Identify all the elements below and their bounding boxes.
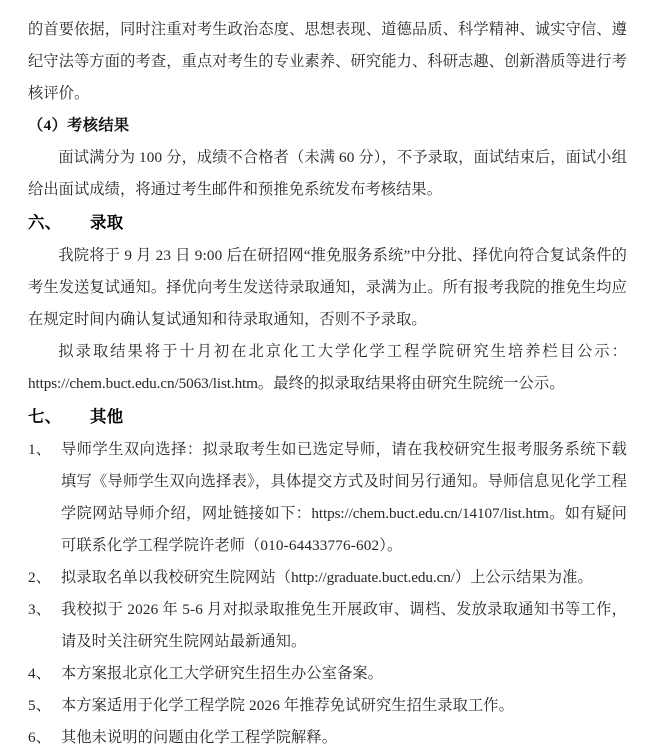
heading-section-seven: [28, 400, 627, 434]
list-item: [28, 594, 627, 658]
list-item: [28, 690, 627, 722]
heading-section-six-number: 六、: [28, 213, 62, 232]
link-chem-buct-5063[interactable]: https://chem.buct.edu.cn/5063/list.htm: [28, 375, 258, 392]
list-item-marker: 4、: [28, 665, 52, 682]
list-item: [28, 434, 627, 562]
list-item-text-before: 本方案报北京化工大学研究生招生办公室备案。: [61, 665, 384, 682]
list-item-text-before: 其他未说明的问题由化学工程学院解释。: [61, 729, 338, 746]
other-items-list: [28, 434, 627, 754]
heading-section-six-title: 录取: [90, 213, 124, 232]
heading-section-six: [28, 206, 627, 240]
list-item-text-after: ）上公示结果为准。: [454, 569, 593, 586]
list-item-marker: 3、: [28, 601, 52, 618]
heading-section-seven-number: 七、: [28, 407, 62, 426]
paragraph-assessment-continued: 的首要依据，同时注重对考生政治态度、思想表现、道德品质、科学精神、诚实守信、遵纪守法等方面的考查，重点对考生的专业素养、研究能力、科研志趣、创新潜质等进行考核评价。: [28, 21, 627, 102]
list-item-text-before: 本方案适用于化学工程学院 2026 年推荐免试研究生招生录取工作。: [61, 697, 514, 714]
list-item-marker: 1、: [28, 441, 52, 458]
paragraph-admission-one: 我院将于 9 月 23 日 9:00 后在研招网“推免服务系统”中分批、择优向符合复试条件的考生发送复试通知。择优向考生发送待录取通知，录满为止。所有报考我院的推免生均应在规定时间内确认复试通知和待录取通知，否则不予录取。: [28, 247, 627, 328]
list-item-marker: 6、: [28, 729, 52, 746]
paragraph-assessment-result-detail: 面试满分为 100 分，成绩不合格者（未满 60 分），不予录取，面试结束后，面试小组给出面试成绩，将通过考生邮件和预推免系统发布考核结果。: [28, 149, 627, 198]
paragraph-admission-two-text-after: 。最终的拟录取结果将由研究生院统一公示。: [257, 375, 565, 392]
list-item: [28, 722, 627, 754]
list-item-text-before: 我校拟于 2026 年 5-6 月对拟录取推免生开展政审、调档、发放录取通知书等工作，请及时关注研究生院网站最新通知。: [61, 601, 627, 650]
list-item: [28, 658, 627, 690]
list-item-marker: 2、: [28, 569, 52, 586]
link-graduate-buct[interactable]: http://graduate.buct.edu.cn/: [291, 569, 455, 586]
list-item-text-before: 拟录取名单以我校研究生院网站（: [61, 569, 292, 586]
link-chem-buct-14107[interactable]: https://chem.buct.edu.cn/14107/list.htm: [311, 505, 549, 522]
paragraph-admission-two-text-before: 拟录取结果将于十月初在北京化工大学化学工程学院研究生培养栏目公示：: [58, 343, 627, 360]
list-item-text-after: 。如有疑问可联系化学工程学院许老师（010-64433776-602）。: [61, 505, 628, 554]
list-item: [28, 562, 627, 594]
paragraph-admission-two: [28, 336, 627, 400]
subheading-assessment-result: （4）考核结果: [28, 117, 130, 134]
list-item-marker: 5、: [28, 697, 52, 714]
list-item-text-before: 导师学生双向选择：拟录取考生如已选定导师，请在我校研究生报考服务系统下载填写《导师学生双向选择表》，具体提交方式及时间另行通知。导师信息见化学工程学院网站导师介绍，网址链接如下：: [61, 441, 627, 522]
heading-section-seven-title: 其他: [90, 407, 124, 426]
